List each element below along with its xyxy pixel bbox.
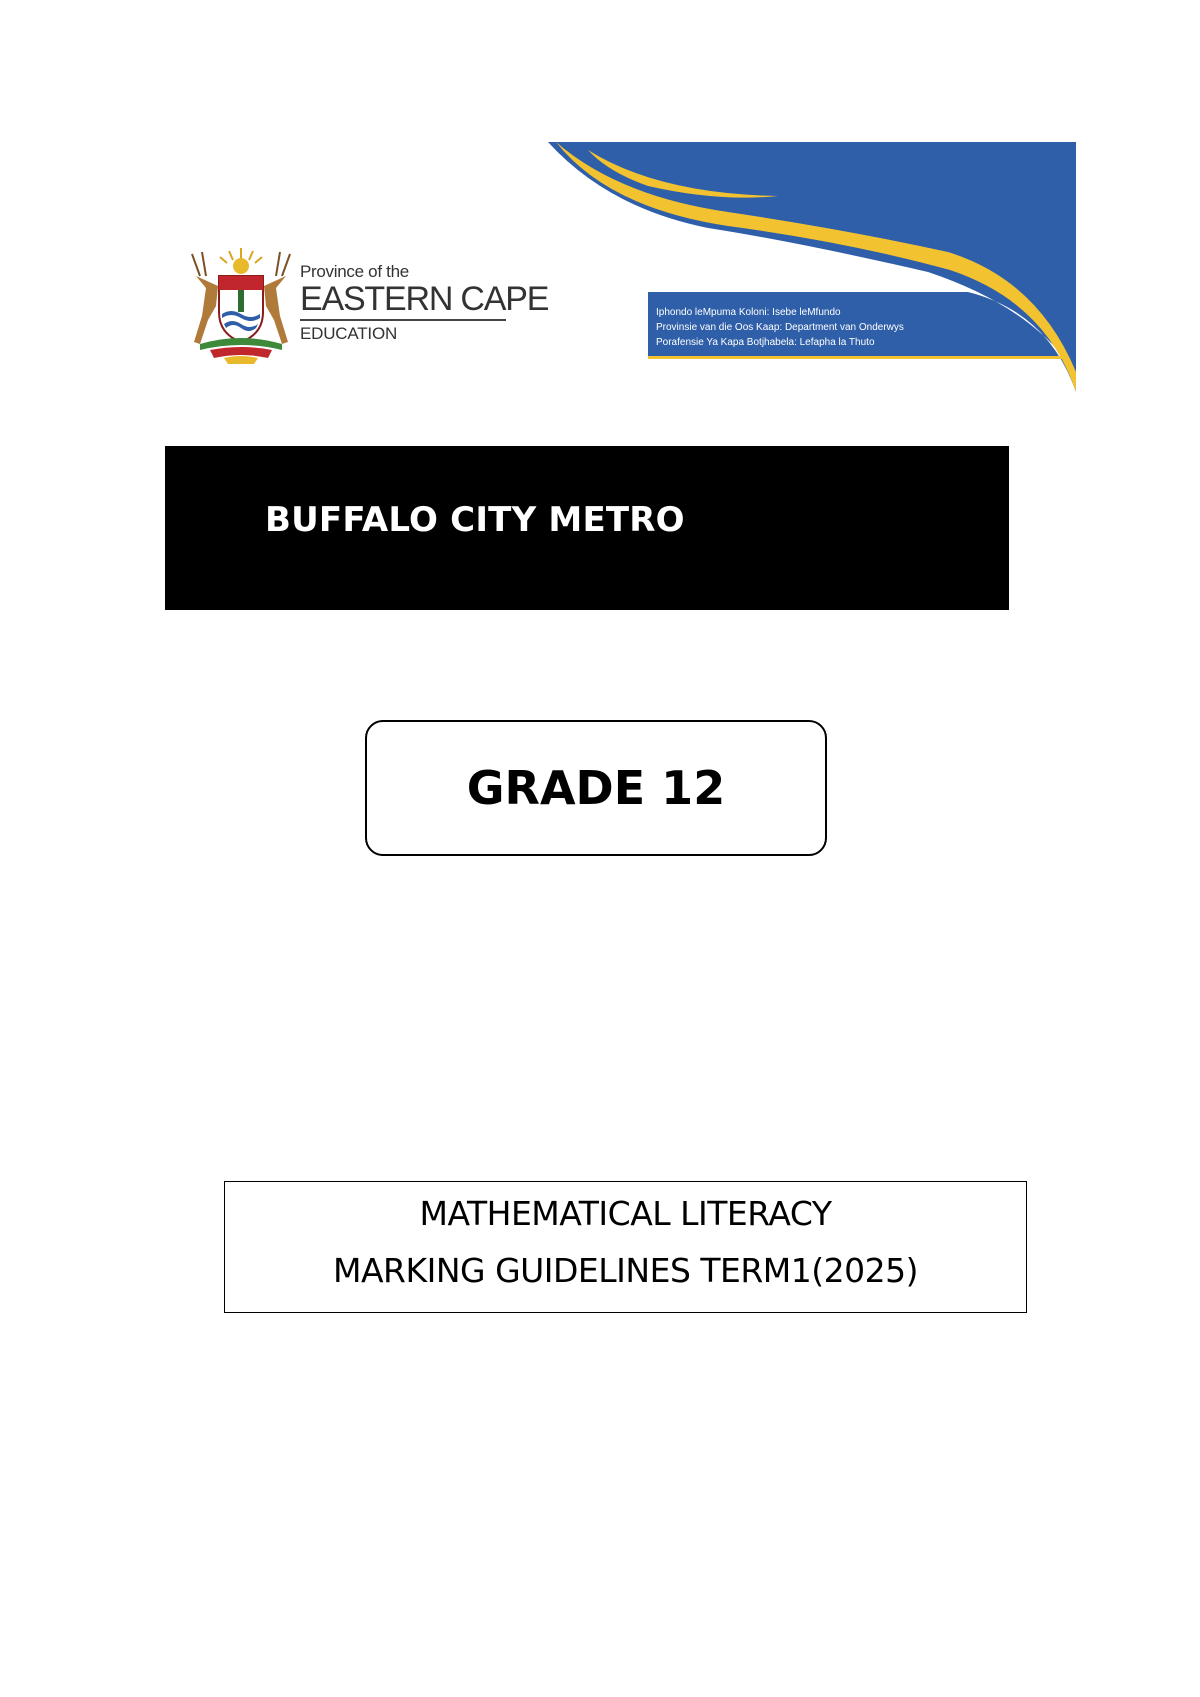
province-name: EASTERN CAPE — [300, 280, 549, 318]
district-title: BUFFALO CITY METRO — [265, 500, 685, 540]
department-logo-text — [300, 262, 548, 344]
department-banner — [548, 142, 1076, 392]
document-type: MARKING GUIDELINES TERM1(2025) — [332, 1251, 919, 1290]
department-name: EDUCATION — [300, 324, 398, 343]
banner-text — [656, 305, 904, 350]
province-prefix: Province of the — [300, 262, 409, 281]
banner-line-xhosa: Iphondo leMpuma Koloni: Isebe leMfundo — [656, 307, 841, 318]
banner-line-sesotho: Porafensie Ya Kapa Botjhabela: Lefapha la Thuto — [656, 337, 875, 348]
coat-of-arms-icon — [186, 246, 296, 364]
grade-box — [365, 720, 827, 856]
logo-divider — [300, 319, 506, 321]
grade-label: GRADE 12 — [466, 761, 726, 815]
subject-title: MATHEMATICAL LITERACY — [419, 1194, 832, 1233]
subject-box — [224, 1181, 1027, 1313]
banner-line-afrikaans: Provinsie van die Oos Kaap: Department van Onderwys — [656, 322, 904, 333]
district-bar — [165, 446, 1009, 610]
